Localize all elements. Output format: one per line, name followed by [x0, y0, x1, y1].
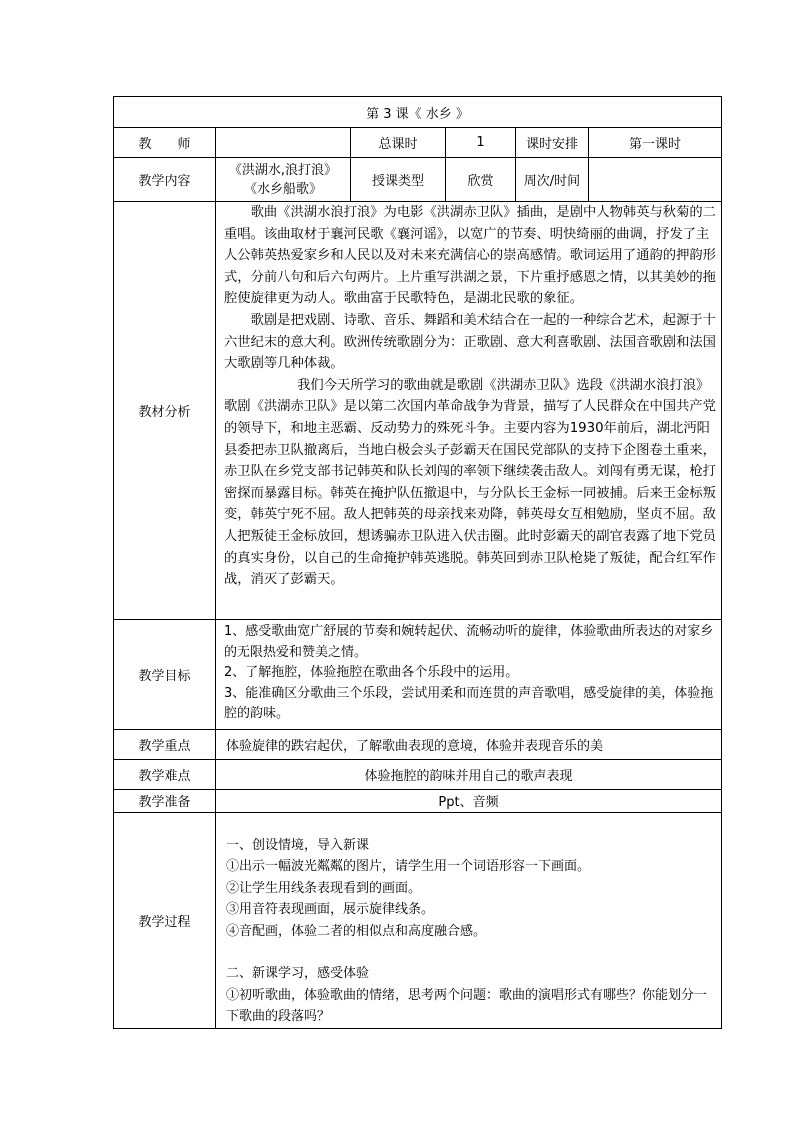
- lesson-plan-table: [113, 96, 722, 1029]
- week-value: [589, 158, 722, 202]
- analysis-paragraph-1: 歌曲《洪湖水浪打浪》为电影《洪湖赤卫队》插曲，是剧中人物韩英与秋菊的二重唱。该曲取材于襄河民歌《襄河谣》，以宽广的节奏、明快绮丽的曲调，抒发了主人公韩英热爱家乡和人民以及对未来充满信心的崇高感情。歌词运用了通韵的押韵形式，分前八句和后六句两片。上片重写洪湖之景，下片重抒感恩之情，以其美妙的拖腔使旋律更为动人。歌曲富于民歌特色，是湖北民歌的象征。: [224, 205, 716, 307]
- key-points-value: 体验旋律的跌宕起伏，了解歌曲表现的意境，体验并表现音乐的美: [216, 729, 722, 759]
- total-hours-value: 1: [446, 128, 516, 158]
- goal-item-3: 3、能准确区分歌曲三个乐段，尝试用柔和而连贯的声音歌唱，感受旋律的美，体验拖腔的韵味。: [224, 685, 714, 721]
- process-step-2: ②让学生用线条表现看到的画面。: [226, 880, 422, 896]
- schedule-label: 课时安排: [516, 128, 589, 158]
- teacher-label: 教 师: [114, 128, 216, 158]
- process-step-4: ④音配画，体验二者的相似点和高度融合感。: [226, 923, 487, 939]
- goal-item-1: 1、感受歌曲宽广舒展的节奏和婉转起伏、流畅动听的旋律，体验歌曲所表达的对家乡的无限热爱和赞美之情。: [224, 624, 714, 660]
- preparation-label: 教学准备: [114, 789, 216, 812]
- analysis-label: 教材分析: [114, 202, 216, 620]
- difficulties-value: 体验拖腔的韵味并用自己的歌声表现: [216, 759, 722, 789]
- lesson-title: 第 3 课《 水乡 》: [114, 97, 722, 128]
- teacher-value: [216, 128, 351, 158]
- content-line-2: 《水乡船歌》: [243, 181, 322, 197]
- goal-item-2: 2、了解拖腔，体验拖腔在歌曲各个乐段中的运用。: [224, 665, 519, 680]
- content-label: 教学内容: [114, 158, 216, 202]
- content-line-1: 《洪湖水,浪打浪》: [228, 162, 338, 178]
- process-step-3: ③用音符表现画面，展示旋律线条。: [226, 902, 435, 917]
- analysis-paragraph-2: 歌剧是把戏剧、诗歌、音乐、舞蹈和美术结合在一起的一种综合艺术，起源于十六世纪末的意大利。欧洲传统歌剧分为：正歌剧、意大利喜歌剧、法国音歌剧和法国大歌剧等几种体裁。: [224, 312, 716, 372]
- process-spacer: [226, 942, 715, 963]
- difficulties-label: 教学难点: [114, 759, 216, 789]
- type-label: 授课类型: [351, 158, 446, 202]
- type-value: 欣赏: [446, 158, 516, 202]
- process-step-1: ①出示一幅波光粼粼的图片，请学生用一个词语形容一下画面。: [226, 859, 591, 874]
- week-label: 周次/时间: [516, 158, 589, 202]
- goals-content: [216, 620, 722, 730]
- content-value: [216, 158, 351, 202]
- analysis-paragraph-3: 我们今天所学习的歌曲就是歌剧《洪湖赤卫队》选段《洪湖水浪打浪》 歌剧《洪湖赤卫队》是以第二次国内革命战争为背景，描写了人民群众在中国共产党的领导下，和地主恶霸、反动势力的殊死斗争。主要内容为1930年前后，湖北沔阳县委把赤卫队撤离后，当地白极会头子彭霸天在国民党部队的支持下企图卷土重来，赤卫队在乡党支部书记韩英和队长刘闯的率领下继续袭击敌人。刘闯有勇无谋，枪打密探而暴露目标。韩英在掩护队伍撤退中，与分队长王金标一同被捕。后来王金标叛变，韩英宁死不屈。敌人把韩英的母亲找来劝降，韩英母女互相勉励，坚贞不屈。敌人把叛徒王金标放回，想诱骗赤卫队进入伏击圈。此时彭霸天的副官表露了地下党员的真实身份，以自己的生命掩护韩英逃脱。韩英回到赤卫队枪毙了叛徒，配合红军作战，消灭了彭霸天。: [224, 377, 716, 588]
- process-content: [216, 812, 722, 1028]
- schedule-value: 第一课时: [589, 128, 722, 158]
- process-label: 教学过程: [114, 812, 216, 1028]
- process-section-1-title: 一、创设情境，导入新课: [226, 837, 370, 853]
- goals-label: 教学目标: [114, 620, 216, 730]
- process-section-2-title: 二、新课学习，感受体验: [226, 966, 370, 981]
- key-points-label: 教学重点: [114, 729, 216, 759]
- total-hours-label: 总课时: [351, 128, 446, 158]
- analysis-content: [216, 202, 722, 620]
- preparation-value: Ppt、音频: [216, 789, 722, 812]
- process-step-5: ①初听歌曲，体验歌曲的情绪，思考两个问题：歌曲的演唱形式有哪些？你能划分一下歌曲的段落吗？: [226, 987, 708, 1024]
